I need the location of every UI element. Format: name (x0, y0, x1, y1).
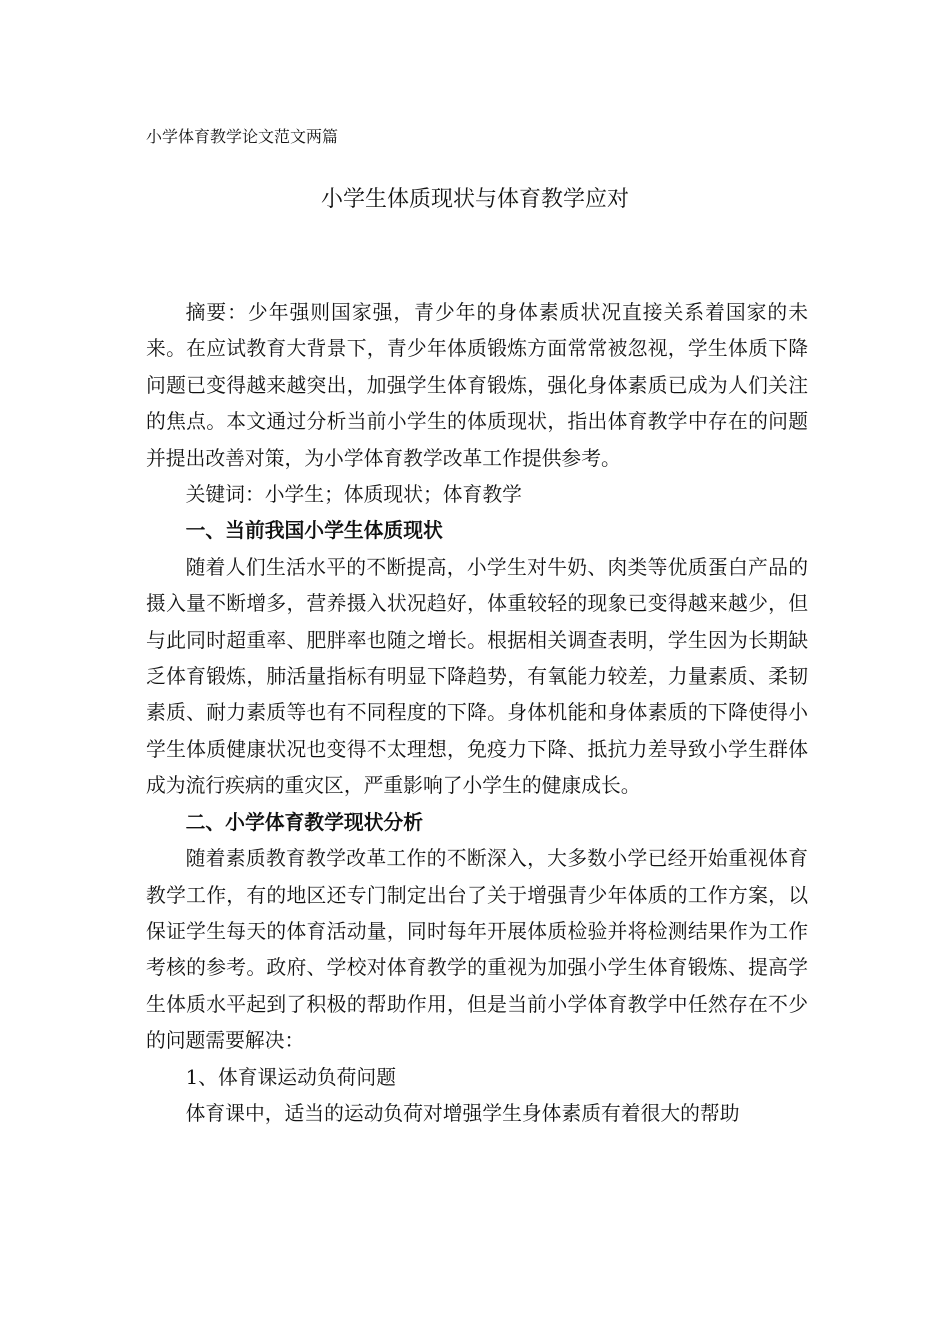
section-heading-1: 一、当前我国小学生体质现状 (185, 519, 443, 543)
subsection-body: 体育课中，适当的运动负荷对增强学生身体素质有着很大的帮助 (185, 1101, 740, 1125)
abstract-paragraph: 摘要：少年强则国家强，青少年的身体素质状况直接关系着国家的未来。在应试教育大背景下，青少年体质锻炼方面常常被忽视，学生体质下降问题已变得越来越突出，加强学生体育锻炼，强化身体素质已成为人们关注的焦点。本文通过分析当前小学生的体质现状，指出体育教学中存在的问题并提出改善对策，为小学体育教学改革工作提供参考。 (146, 301, 808, 470)
keywords-line: 关键词：小学生；体质现状；体育教学 (185, 483, 522, 507)
section-heading-2: 二、小学体育教学现状分析 (185, 810, 423, 834)
document-body (146, 295, 808, 1132)
section-body-1: 随着人们生活水平的不断提高，小学生对牛奶、肉类等优质蛋白产品的摄入量不断增多，营养摄入状况趋好，体重较轻的现象已变得越来越少，但与此同时超重率、肥胖率也随之增长。根据相关调查表明，学生因为长期缺乏体育锻炼，肺活量指标有明显下降趋势，有氧能力较差，力量素质、柔韧素质、耐力素质等也有不同程度的下降。身体机能和身体素质的下降使得小学生体质健康状况也变得不太理想，免疫力下降、抵抗力差导致小学生群体成为流行疾病的重灾区，严重影响了小学生的健康成长。 (146, 555, 808, 798)
subsection-heading: 1、体育课运动负荷问题 (185, 1065, 396, 1089)
document-header: 小学体育教学论文范文两篇 (146, 127, 339, 146)
document-title: 小学生体质现状与体育教学应对 (320, 187, 629, 212)
section-body-2: 随着素质教育教学改革工作的不断深入，大多数小学已经开始重视体育教学工作，有的地区还专门制定出台了关于增强青少年体质的工作方案，以保证学生每天的体育活动量，同时每年开展体质检验并将检测结果作为工作考核的参考。政府、学校对体育教学的重视为加强小学生体育锻炼、提高学生体质水平起到了积极的帮助作用，但是当前小学体育教学中任然存在不少的问题需要解决： (146, 847, 808, 1053)
